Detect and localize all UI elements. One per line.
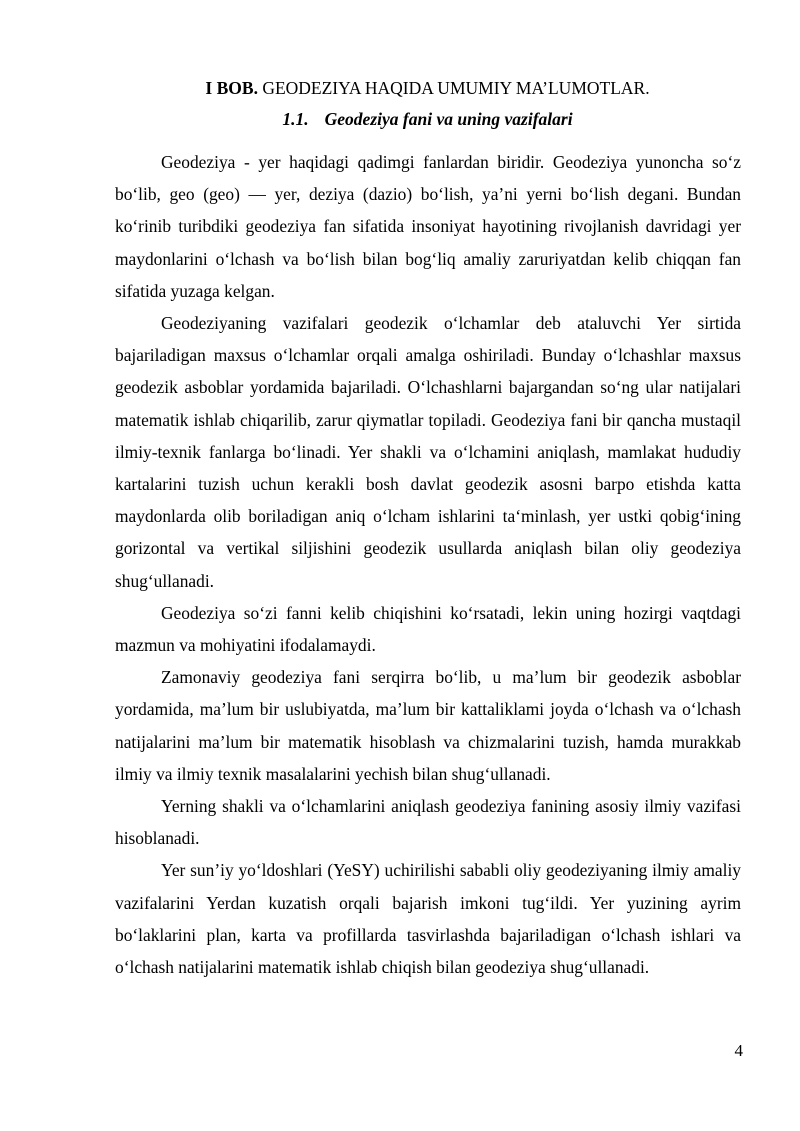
page-number: 4	[734, 1041, 743, 1060]
section-heading	[115, 107, 740, 131]
paragraph: Zamonaviy geodeziya fani serqirra bo‘lib, u ma’lum bir geodezik asboblar yordamida, ma’lum bir uslubiyatda, ma’lum bir kattaliklami joyda o‘lchash va o‘lchash natijalarini ma’lum bir matematik hisoblash va chizmalarini tuzish, hamda murakkab ilmiy va ilmiy texnik masalalarini yechish bilan shug‘ullanadi.	[115, 667, 741, 784]
chapter-number: I BOB.	[205, 78, 258, 98]
paragraph: Geodeziya so‘zi fanni kelib chiqishini ko‘rsatadi, lekin uning hozirgi vaqtdagi mazmun va mohiyatini ifodalamaydi.	[115, 602, 741, 656]
paragraph: Geodeziyaning vazifalari geodezik o‘lchamlar deb ataluvchi Yer sirtida bajariladigan maxsus o‘lchamlar orqali amalga oshiriladi. Bunday o‘lchashlar maxsus geodezik asboblar yordamida bajariladi. O‘lchashlarni bajargandan so‘ng ular natijalari matematik ishlab chiqarilib, zarur qiymatlar topiladi. Geodeziya fani bir qancha mustaqil ilmiy-texnik fanlarga bo‘linadi. Yer shakli va o‘lchamini aniqlash, mamlakat hududiy kartalarini tuzish uchun kerakli bosh davlat geodezik asosni barpo etishda katta maydonlarda olib boriladigan aniq o‘lcham ishlarini ta‘minlash, yer ustki qobig‘ining gorizontal va vertikal siljishini geodezik usullarda aniqlash bilan oliy geodeziya shug‘ullanadi.	[115, 313, 741, 591]
paragraph: Yer sun’iy yo‘ldoshlari (YeSY) uchirilishi sababli oliy geodeziyaning ilmiy amaliy vazifalarini Yerdan kuzatish orqali bajarish imkoni tug‘ildi. Yer yuzining ayrim bo‘laklarini plan, karta va profillarda tasvirlashda bajariladigan o‘lchash ishlari va o‘lchash natijalarini matematik ishlab chiqish bilan geodeziya shug‘ullanadi.	[115, 860, 741, 978]
section-title: Geodeziya fani va uning vazifalari	[324, 109, 573, 129]
paragraph: Geodeziya - yer haqidagi qadimgi fanlardan biridir. Geodeziya yunoncha so‘z bo‘lib, geo (geo) — yer, deziya (dazio) bo‘lish, ya’ni yerni bo‘lish degani. Bundan ko‘rinib turibdiki geodeziya fan sifatida insoniyat hayotining rivojlanish davridagi yer maydonlarini o‘lchash va bo‘lish bilan bog‘liq amaliy zaruriyatdan kelib chiqqan fan sifatida yuzaga kelgan.	[115, 152, 741, 301]
chapter-title: GEODEZIYA HAQIDA UMUMIY MA’LUMOTLAR.	[257, 78, 650, 98]
chapter-heading	[115, 76, 740, 100]
body-text	[115, 146, 741, 983]
section-number: 1.1.	[282, 109, 309, 129]
paragraph: Yerning shakli va o‘lchamlarini aniqlash geodeziya fanining asosiy ilmiy vazifasi hisoblanadi.	[115, 796, 741, 849]
